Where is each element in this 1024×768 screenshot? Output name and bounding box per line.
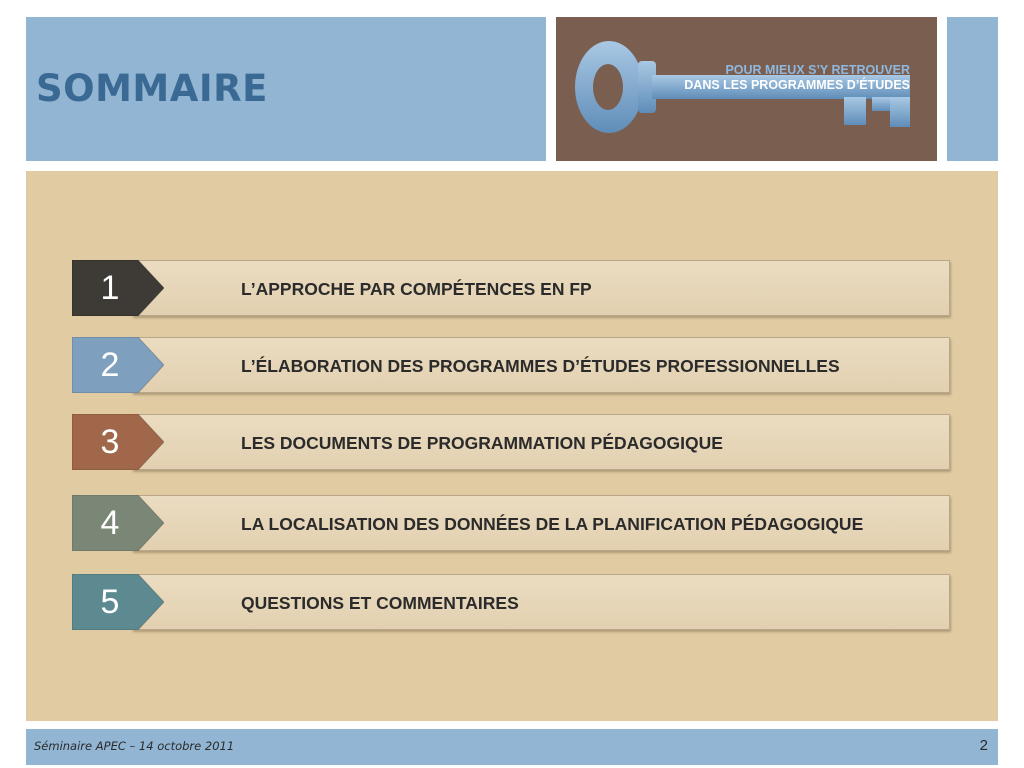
agenda-number-badge [72,414,164,470]
agenda-item-2 [72,337,950,393]
banner-line-1: POUR MIEUX S’Y RETROUVER [725,63,910,77]
agenda-bar [132,414,950,470]
agenda-bar [132,260,950,316]
agenda-number: 5 [100,583,120,621]
side-accent-panel [947,17,998,161]
page-number: 2 [979,737,988,754]
agenda-number: 1 [100,269,120,307]
agenda-number-badge [72,574,164,630]
agenda-bar [132,574,950,630]
agenda-number: 4 [100,504,120,542]
footer-text: Séminaire APEC – 14 octobre 2011 [34,739,235,753]
agenda-item-label: QUESTIONS ET COMMENTAIRES [241,593,519,613]
slide-title: SOMMAIRE [36,67,268,110]
key-banner [556,17,937,161]
agenda-number: 2 [100,346,120,384]
agenda-item-label: LA LOCALISATION DES DONNÉES DE LA PLANIFICATION PÉDAGOGIQUE [241,514,864,534]
agenda-number-badge [72,260,164,316]
title-panel [26,17,546,161]
agenda-item-label: L’APPROCHE PAR COMPÉTENCES EN FP [241,279,592,299]
agenda-item-label: L’ÉLABORATION DES PROGRAMMES D’ÉTUDES PROFESSIONNELLES [241,356,840,376]
agenda-bar [132,337,950,393]
agenda-item-5 [72,574,950,630]
agenda-item-3 [72,414,950,470]
agenda-number-badge [72,495,164,551]
agenda-item-4 [72,495,950,551]
agenda-number: 3 [100,423,120,461]
agenda-number-badge [72,337,164,393]
agenda-item-label: LES DOCUMENTS DE PROGRAMMATION PÉDAGOGIQUE [241,433,723,453]
agenda-item-1 [72,260,950,316]
banner-line-2: DANS LES PROGRAMMES D’ÉTUDES [684,78,910,92]
footer-bar [26,729,998,765]
agenda-bar [132,495,950,551]
agenda-panel [26,171,998,721]
